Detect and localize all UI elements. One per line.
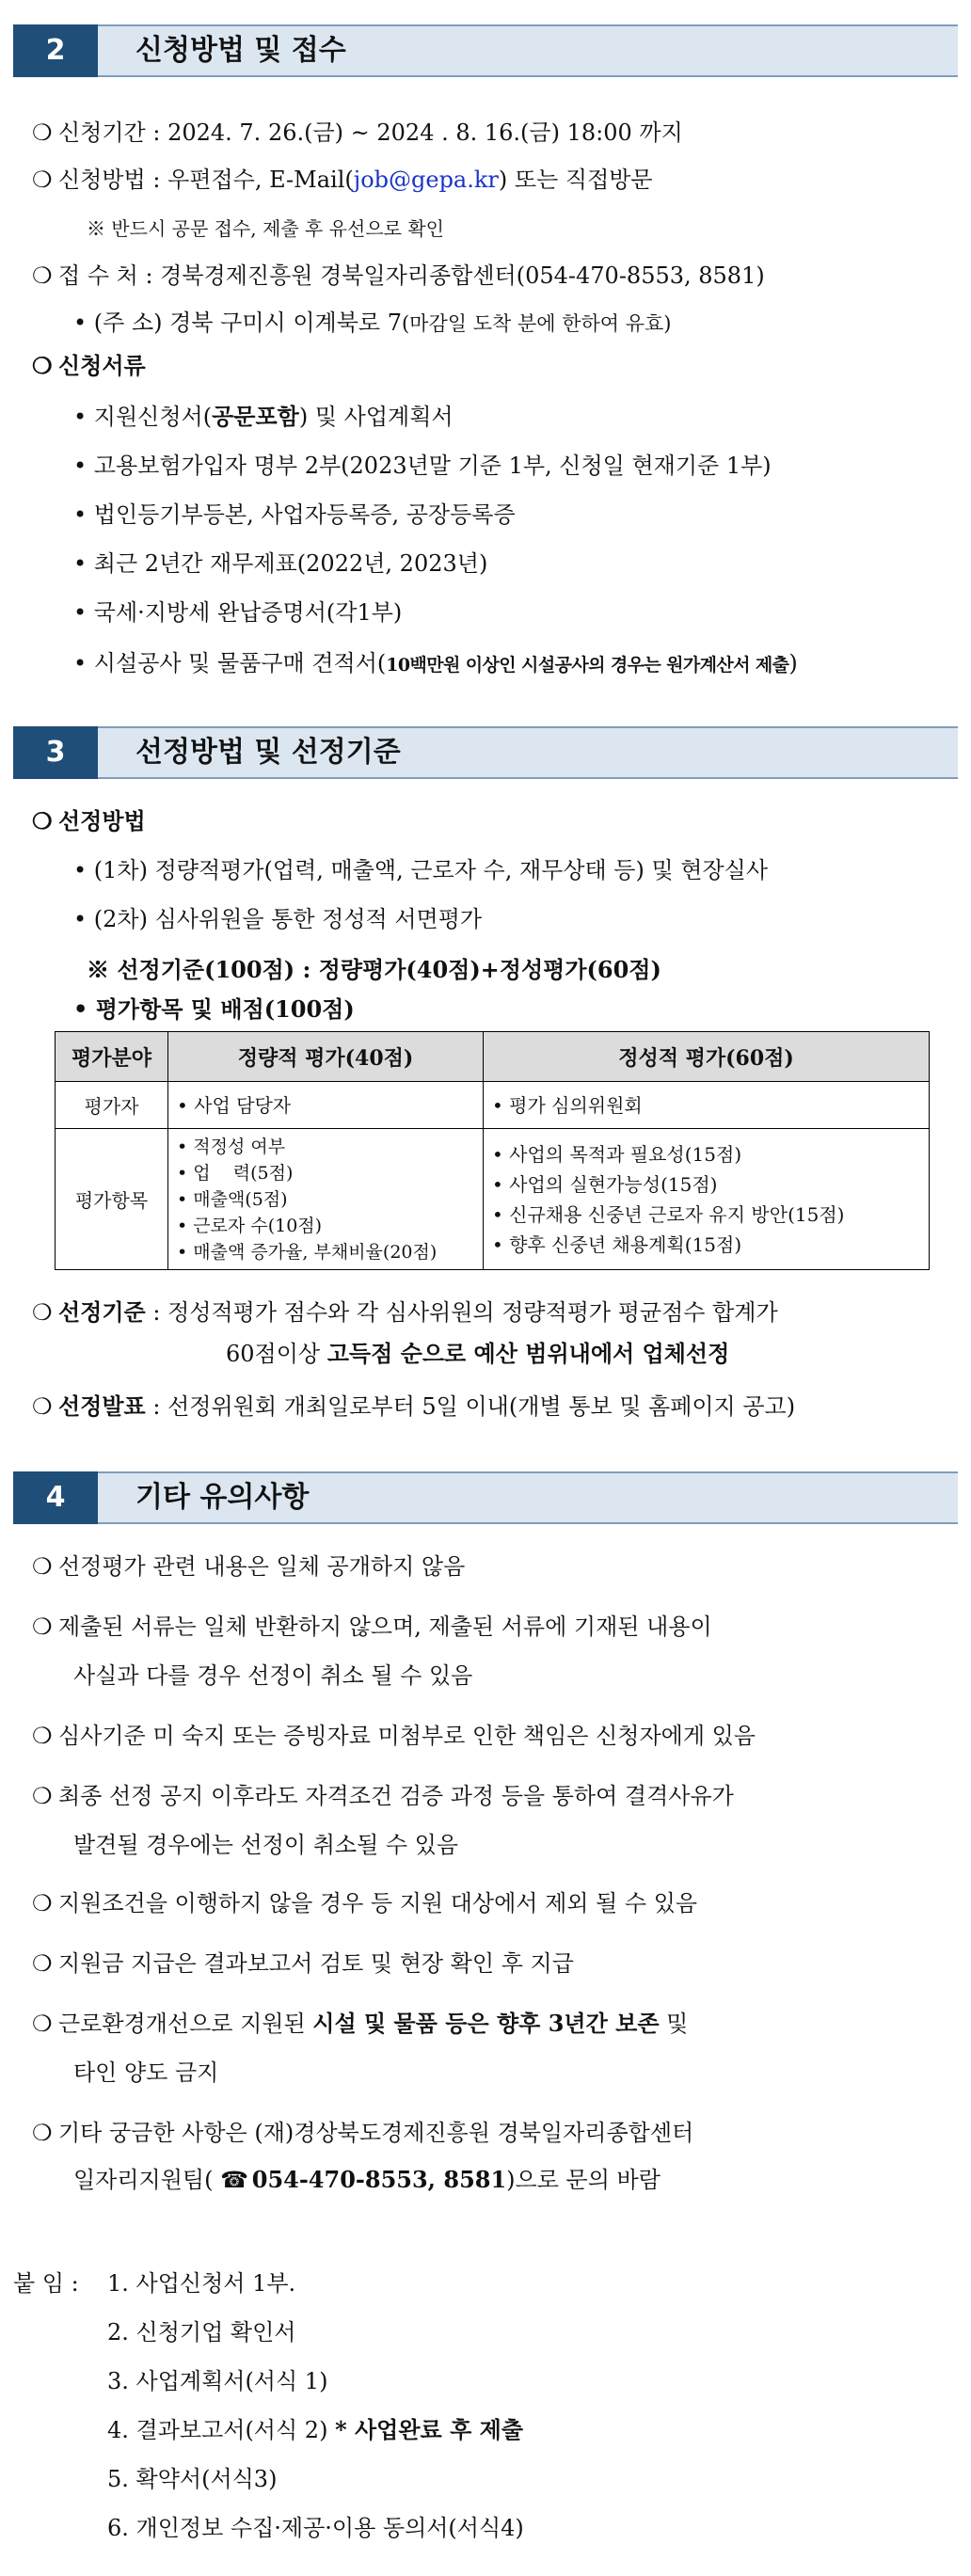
table-cell: • 평가 심의위원회 [484, 1082, 930, 1129]
notice-item: ❍ 지원금 지급은 결과보고서 검토 및 현장 확인 후 지급 [32, 1950, 574, 1977]
notice-item: ❍ 심사기준 미 숙지 또는 증빙자료 미첨부로 인한 책임은 신청자에게 있음 [32, 1723, 756, 1749]
attachment-item: 4. 결과보고서(서식 2) * 사업완료 후 제출 [107, 2416, 523, 2443]
section-header-4 [13, 1471, 958, 1524]
attachment-item: 6. 개인정보 수집·제공·이용 동의서(서식4) [107, 2515, 524, 2541]
table-header-row [56, 1032, 930, 1082]
doc-item: • 국세·지방세 완납증명서(각1부) [73, 599, 403, 626]
notice-item: ❍ 기타 궁금한 사항은 (재)경상북도경제진흥원 경북일자리종합센터 [32, 2120, 694, 2146]
notice-item: ❍ 최종 선정 공지 이후라도 자격조건 검증 과정 등을 통하여 결격사유가 [32, 1783, 734, 1809]
notice-item: ❍ 지원조건을 이행하지 않을 경우 등 지원 대상에서 제외 될 수 있음 [32, 1890, 698, 1916]
email-link[interactable]: job@gepa.kr [353, 167, 499, 193]
table-header: 정성적 평가(60점) [484, 1032, 930, 1082]
table-cell: 평가항목 [56, 1129, 168, 1270]
evaluation-table [55, 1031, 930, 1270]
table-cell: • 적정성 여부 • 업 력(5점) • 매출액(5점) • 근로자 수(10점) • 매출액 증가율, 부채비율(20점) [168, 1129, 484, 1270]
section-number: 4 [13, 1471, 98, 1524]
table-header: 정량적 평가(40점) [168, 1032, 484, 1082]
table-cell: 평가자 [56, 1082, 168, 1129]
docs-title: ❍ 신청서류 [32, 352, 146, 379]
section-number: 3 [13, 726, 98, 779]
doc-item: • 시설공사 및 물품구매 견적서(10백만원 이상인 시설공사의 경우는 원가계산서 제출) [73, 650, 798, 676]
attachment-item: 1. 사업신청서 1부. [107, 2270, 296, 2297]
section-number: 2 [13, 24, 98, 77]
step-item: • (1차) 정량적평가(업력, 매출액, 근로자 수, 재무상태 등) 및 현장실사 [73, 857, 769, 883]
doc-item: • 최근 2년간 재무제표(2022년, 2023년) [73, 550, 488, 577]
section-title: 신청방법 및 접수 [135, 34, 346, 67]
step-item: • (2차) 심사위원을 통한 정성적 서면평가 [73, 906, 483, 932]
selection-announcement: ❍ 선정발표 : 선정위원회 개최일로부터 5일 이내(개별 통보 및 홈페이지 공고) [32, 1392, 796, 1420]
section-title: 선정방법 및 선정기준 [135, 736, 401, 769]
attachment-label: 붙 임 : [13, 2270, 79, 2297]
receiver: ❍ 접 수 처 : 경북경제진흥원 경북일자리종합센터(054-470-8553, 8581) [32, 262, 765, 289]
items-title: • 평가항목 및 배점(100점) [73, 995, 355, 1023]
notice-item-cont: 사실과 다를 경우 선정이 취소 될 수 있음 [73, 1662, 473, 1689]
selection-criteria: ❍ 선정기준 : 정성적평가 점수와 각 심사위원의 정량적평가 평균점수 합계가 [32, 1298, 778, 1326]
address: • (주 소) 경북 구미시 이계북로 7(마감일 도착 분에 한하여 유효) [73, 310, 672, 336]
criteria-note: ※ 선정기준(100점) : 정량평가(40점)+정성평가(60점) [87, 956, 661, 983]
apply-method: ❍ 신청방법 : 우편접수, E-Mail(job@gepa.kr) 또는 직접방문 [32, 167, 653, 193]
table-row [56, 1129, 930, 1270]
selection-method-title: ❍ 선정방법 [32, 807, 146, 835]
doc-item: • 지원신청서(공문포함) 및 사업계획서 [73, 403, 454, 430]
phone-icon: ☎ [220, 2167, 249, 2193]
attachment-item: 3. 사업계획서(서식 1) [107, 2368, 328, 2394]
section-header-3 [13, 726, 958, 779]
selection-criteria-cont: 60점이상 고득점 순으로 예산 범위내에서 업체선정 [226, 1340, 730, 1367]
table-header: 평가분야 [56, 1032, 168, 1082]
table-row [56, 1082, 930, 1129]
section-title: 기타 유의사항 [135, 1481, 310, 1514]
notice-item-cont: 발견될 경우에는 선정이 취소될 수 있음 [73, 1832, 459, 1858]
notice-item: ❍ 근로환경개선으로 지원된 시설 및 물품 등은 향후 3년간 보존 및 [32, 2010, 689, 2037]
doc-item: • 고용보험가입자 명부 2부(2023년말 기준 1부, 신청일 현재기준 1부) [73, 453, 772, 479]
notice-item: ❍ 선정평가 관련 내용은 일체 공개하지 않음 [32, 1553, 466, 1580]
table-cell: • 사업 담당자 [168, 1082, 484, 1129]
notice-item: ❍ 제출된 서류는 일체 반환하지 않으며, 제출된 서류에 기재된 내용이 [32, 1614, 712, 1640]
notice-item-cont: 일자리지원팀( ☎ 054-470-8553, 8581)으로 문의 바람 [73, 2164, 661, 2196]
doc-item: • 법인등기부등본, 사업자등록증, 공장등록증 [73, 501, 516, 528]
table-cell: • 사업의 목적과 필요성(15점) • 사업의 실현가능성(15점) • 신규채용 신중년 근로자 유지 방안(15점) • 향후 신중년 채용계획(15점) [484, 1129, 930, 1270]
apply-period: ❍ 신청기간 : 2024. 7. 26.(금) ~ 2024 . 8. 16.(금) 18:00 까지 [32, 119, 683, 146]
section-header-2 [13, 24, 958, 77]
attachment-item: 2. 신청기업 확인서 [107, 2319, 296, 2345]
method-note: ※ 반드시 공문 접수, 제출 후 유선으로 확인 [87, 217, 444, 240]
attachment-item: 5. 확약서(서식3) [107, 2466, 278, 2492]
notice-item-cont: 타인 양도 금지 [73, 2059, 219, 2086]
